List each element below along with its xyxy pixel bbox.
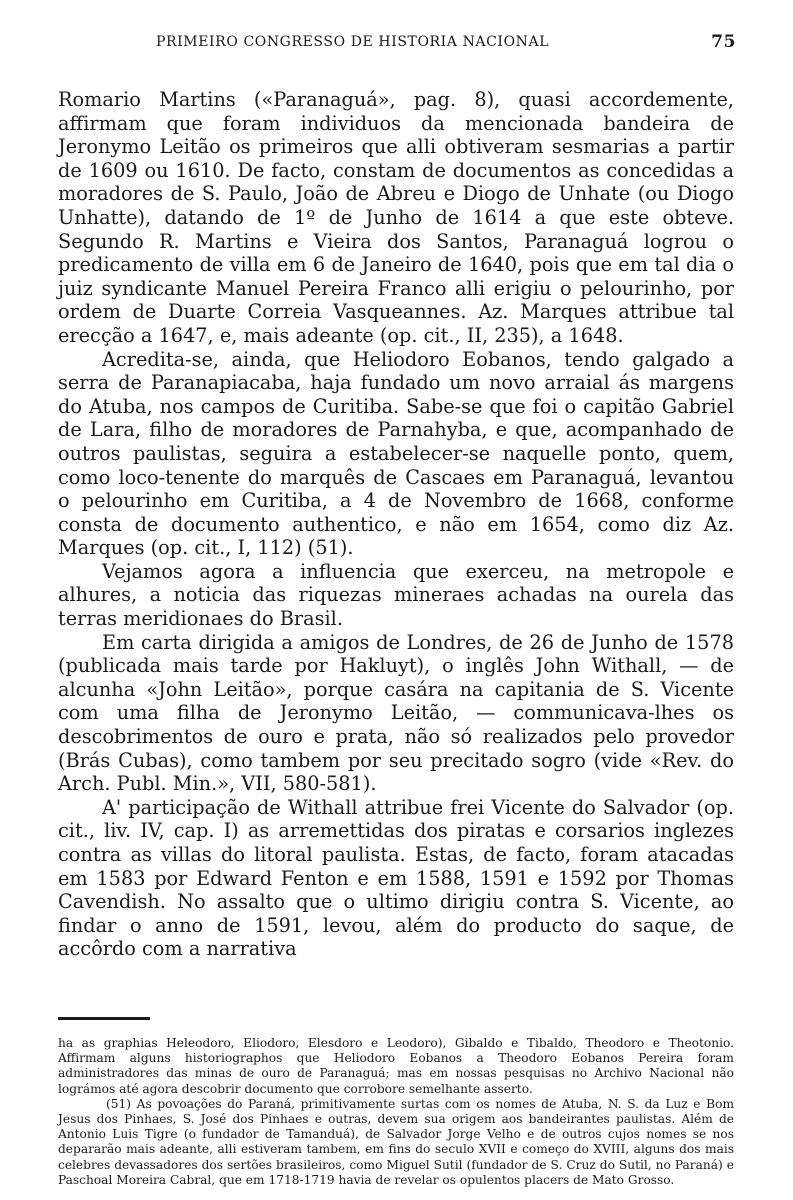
body-paragraph: Em carta dirigida a amigos de Londres, de 26 de Junho de 1578 (publicada mais tarde por Hakluyt), o inglês John Withall, — de alcunha «John Leitão», porque casára na capitania de S. Vicente com uma filha de Jeronymo Leitão, — communicava-lhes os descobrimentos de ouro e prata, não só realizados pelo provedor (Brás Cubas), como tambem por seu precitado sogro (vide «Rev. do Arch. Publ. Min.», VII, 580-581).	[58, 630, 734, 796]
page-number: 75	[711, 32, 736, 52]
body-paragraph: A' participação de Withall attribue frei Vicente do Salvador (op. cit., liv. IV, cap. I) as arremettidas dos piratas e corsarios inglezes contra as villas do litoral paulista. Estas, de facto, foram atacadas em 1583 por Edward Fenton e em 1588, 1591 e 1592 por Thomas Cavendish. No assalto que o ultimo dirigiu contra S. Vicente, ao findar o anno de 1591, levou, além do producto do saque, de accôrdo com a narrativa	[58, 795, 734, 961]
footnote-separator	[58, 1017, 150, 1020]
page	[58, 30, 734, 1188]
body-paragraph: Romario Martins («Paranaguá», pag. 8), quasi accordemente, affirmam que foram individuos da mencionada bandeira de Jeronymo Leitão os primeiros que alli obtiveram sesmarias a partir de 1609 ou 1610. De facto, constam de documentos as concedidas a moradores de S. Paulo, João de Abreu e Diogo de Unhate (ou Diogo Unhatte), datando de 1º de Junho de 1614 a que este obteve. Segundo R. Martins e Vieira dos Santos, Paranaguá logrou o predicamento de villa em 6 de Janeiro de 1640, pois que em tal dia o juiz syndicante Manuel Pereira Franco alli erigiu o pelourinho, por ordem de Duarte Correia Vasqueannes. Az. Marques attribue tal erecção a 1647, e, mais adeante (op. cit., II, 235), a 1648.	[58, 88, 734, 347]
footnote-continuation: ha as graphias Heleodoro, Eliodoro, Elesdoro e Leodoro), Gibaldo e Tibaldo, Theodoro e Theotonio. Affirmam alguns historiographos que Heliodoro Eobanos a Theodoro Eobanos Pereira foram administradores das minas de ouro de Paranaguá; mas em nossas pesquisas no Archivo Nacional não lográmos até agora descobrir documento que corrobore semelhante asserto.	[58, 1035, 734, 1096]
body-paragraph: Vejamos agora a influencia que exerceu, na metropole e alhures, a noticia das riquezas mineraes achadas na ourela das terras meridionaes do Brasil.	[58, 559, 734, 631]
body-paragraph: Acredita-se, ainda, que Heliodoro Eobanos, tendo galgado a serra de Paranapiacaba, haja fundado um novo arraial ás margens do Atuba, nos campos de Curitiba. Sabe-se que foi o capitão Gabriel de Lara, filho de moradores de Parnahyba, e que, acompanhado de outros paulistas, seguira a estabelecer-se naquelle ponto, quem, como loco-tenente do marquês de Cascaes em Paranaguá, levantou o pelourinho em Curitiba, a 4 de Novembro de 1668, conforme consta de documento authentico, e não em 1654, como diz Az. Marques (op. cit., I, 112) (51).	[58, 347, 734, 560]
running-header	[58, 30, 734, 56]
footnote-51: (51) As povoações do Paraná, primitivamente surtas com os nomes de Atuba, N. S. da Luz e Bom Jesus dos Pinhaes, S. José dos Pinhaes e outras, devem sua origem aos bandeirantes paulistas. Além de Antonio Luis Tigre (o fundador de Tamanduá), de Salvador Jorge Velho e de outros cujos nomes se nos depararão mais adeante, alli estiveram tambem, em fins do seculo XVII e começo do XVIII, alguns dos mais celebres devassadores dos sertões brasileiros, como Miguel Sutil (fundador de S. Cruz do Sutil, no Paraná) e Paschoal Moreira Cabral, que em 1718-1719 havia de revelar os opulentos placers de Mato Grosso.	[58, 1096, 734, 1187]
main-text	[58, 88, 734, 961]
running-title: PRIMEIRO CONGRESSO DE HISTORIA NACIONAL	[156, 34, 550, 50]
footnotes	[58, 1036, 734, 1188]
